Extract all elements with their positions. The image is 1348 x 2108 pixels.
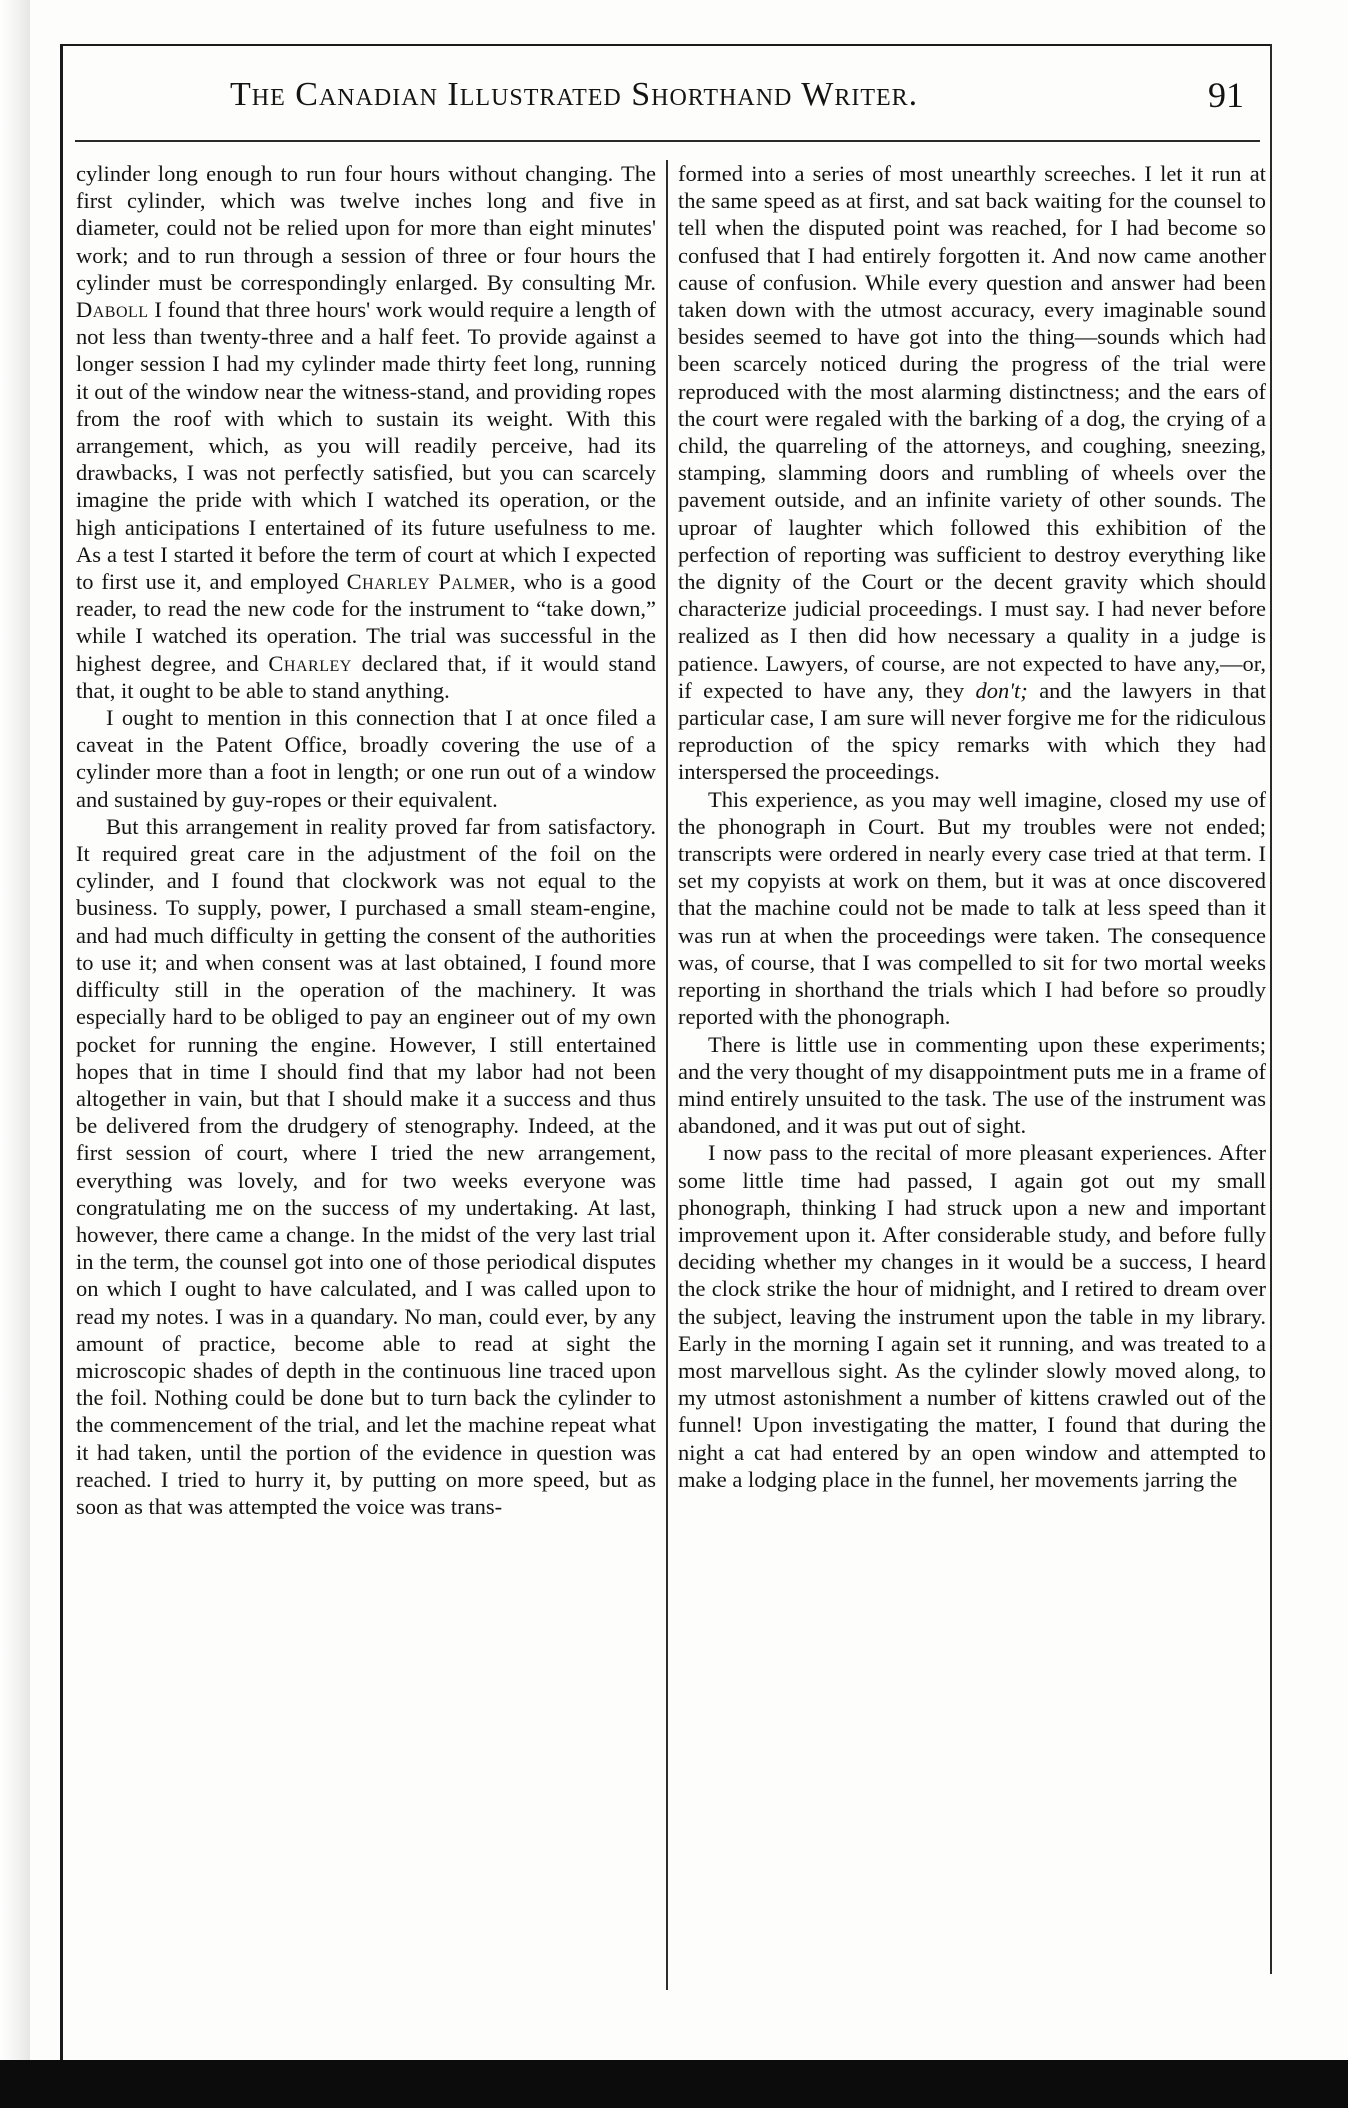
paragraph: cylinder long enough to run four hours without changing. The first cylinder, which was twelve inches long and five in diameter, could not be relied upon for more than eight minutes' work; and to run through a session of three or four hours the cylinder must be correspondingly enlarged. By consulting Mr. Daboll I found that three hours' work would require a length of not less than twenty-three and a half feet. To provide against a longer session I had my cylinder made thirty feet long, running it out of the window near the witness-stand, and providing ropes from the roof with which to sustain its weight. With this arrangement, which, as you will readily perceive, had its drawbacks, I was not perfectly satisfied, but you can scarcely imagine the pride with which I watched its operation, or the high anticipations I entertained of its future usefulness to me. As a test I started it before the term of court at which I expected to first use it, and employed Charley Palmer, who is a good reader, to read the new code for the instrument to “take down,” while I watched its operation. The trial was successful in the highest degree, and Charley declared that, if it would stand that, it ought to be able to stand anything.	[76, 161, 657, 703]
page-edge-shadow	[0, 0, 30, 2108]
page-number: 91	[1208, 75, 1244, 115]
paragraph: I now pass to the recital of more pleasant experiences. After some little time had passed, I again got out my small phonograph, thinking I had struck upon a new and important improvement upon it. After considerable study, and before fully deciding whether my changes in it would be a success, I heard the clock strike the hour of midnight, and I retired to dream over the subject, leaving the instrument upon the table in my library. Early in the morning I again set it running, and was treated to a most marvellous sight. As the cylinder slowly moved along, to my utmost astonishment a number of kittens crawled out of the funnel! Upon investigating the matter, I found that during the night a cat had entered by an open window and attempted to make a lodging place in the funnel, her movements jarring the	[678, 1140, 1266, 1492]
header-rule	[75, 140, 1260, 142]
page-border-right	[1270, 44, 1272, 1974]
person-name: Charley Palmer	[346, 569, 510, 595]
journal-title: The Canadian Illustrated Shorthand Writer.	[230, 76, 919, 113]
column-divider	[666, 160, 668, 1990]
right-column	[678, 160, 1266, 1493]
paragraph: formed into a series of most unearthly screeches. I let it run at the same speed as at first, and sat back waiting for the counsel to tell when the disputed point was reached, for I had become so confused that I had entirely forgotten it. And now came another cause of confusion. While every question and answer had been taken down with the utmost accuracy, every imaginable sound besides seemed to have got into the thing—sounds which had been scarcely noticed during the progress of the trial were reproduced with the most alarming distinctness; and the ears of the court were regaled with the barking of a dog, the crying of a child, the quarreling of the attorneys, and coughing, sneezing, stamping, slamming doors and rumbling of wheels over the pavement outside, and an infinite variety of other sounds. The uproar of laughter which followed this exhibition of the perfection of reporting was sufficient to destroy everything like the dignity of the Court or the decent gravity which should characterize judicial proceedings. I must say. I had never before realized as I then did how necessary a quality in a judge is patience. Lawyers, of course, are not expected to have any,—or, if expected to have any, they don't; and the lawyers in that particular case, I am sure will never forgive me for the ridiculous reproduction of the spicy remarks with which they had interspersed the proceedings.	[678, 161, 1267, 785]
person-name: Charley	[268, 650, 352, 676]
scan-bottom-shadow	[0, 2060, 1348, 2108]
paragraph: There is little use in commenting upon these experiments; and the very thought of my disappointment puts me in a frame of mind entirely unsuited to the task. The use of the instrument was abandoned, and it was put out of sight.	[678, 1031, 1266, 1139]
paragraph: This experience, as you may well imagine, closed my use of the phonograph in Court. But my troubles were not ended; transcripts were ordered in nearly every case tried at that term. I set my copyists at work on them, but it was at once discovered that the machine could not be made to talk at less speed than it was run at when the proceedings were taken. The consequence was, of course, that I was compelled to sit for two mortal weeks reporting in shorthand the trials which I had before so proudly reported with the phonograph.	[678, 786, 1266, 1030]
left-column	[76, 160, 656, 1520]
paragraph: But this arrangement in reality proved far from satisfactory. It required great care in the adjustment of the foil on the cylinder, and I found that clockwork was not equal to the business. To supply, power, I purchased a small steam-engine, and had much difficulty in getting the consent of the authorities to use it; and when consent was at last obtained, I found more difficulty still in the operation of the machinery. It was especially hard to be obliged to pay an engineer out of my own pocket for running the engine. However, I still entertained hopes that in time I should find that my labor had not been altogether in vain, but that I should make it a success and thus be delivered from the drudgery of stenography. Indeed, at the first session of court, where I tried the new arrangement, everything was lovely, and for two weeks everyone was congratulating me on the success of my undertaking. At last, however, there came a change. In the midst of the very last trial in the term, the counsel got into one of those periodical disputes on which I ought to have calculated, and I was called upon to read my notes. I was in a quandary. No man, could ever, by any amount of practice, become able to read at sight the microscopic shades of depth in the continuous line traced upon the foil. Nothing could be done but to turn back the cylinder to the commencement of the trial, and let the machine repeat what it had taken, until the portion of the evidence in question was reached. I tried to hurry it, by putting on more speed, but as soon as that was attempted the voice was trans-	[76, 813, 656, 1519]
person-name: Daboll	[76, 297, 149, 323]
page-border-top	[60, 44, 1272, 46]
emphasis: don't;	[975, 677, 1028, 703]
running-header	[70, 72, 1260, 132]
page-border-left	[60, 44, 63, 2094]
paragraph: I ought to mention in this connection that I at once filed a caveat in the Patent Office, broadly covering the use of a cylinder more than a foot in length; or one run out of a window and sustained by guy-ropes or their equivalent.	[76, 705, 656, 812]
